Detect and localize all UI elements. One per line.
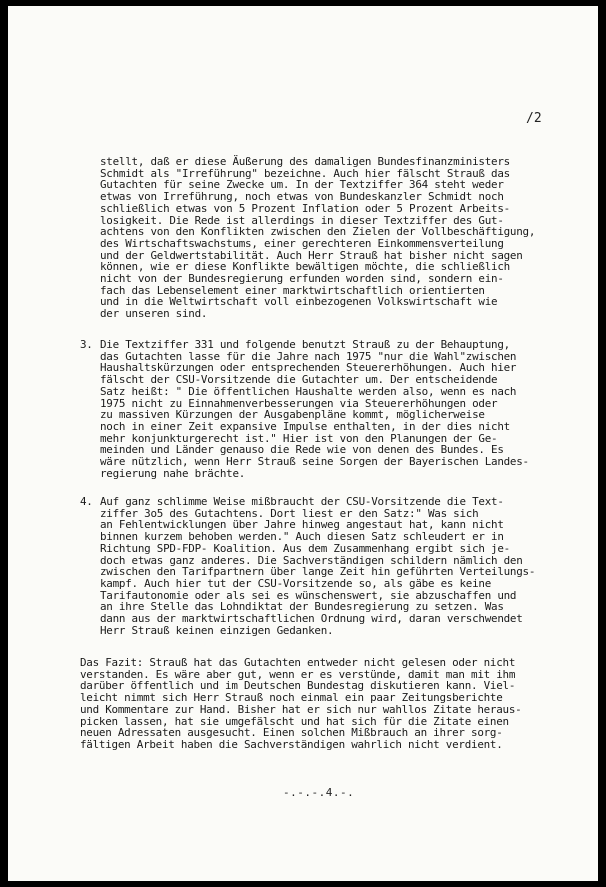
text-line: fältigen Arbeit haben die Sachverständigen wahrlich nicht verdient. xyxy=(80,737,503,751)
text-line: und der Geldwertstabilität. Auch Herr Strauß hat bisher nicht sagen xyxy=(100,248,523,262)
paragraph-3 xyxy=(80,338,570,480)
text-line: losigkeit. Die Rede ist allerdings in dieser Textziffer des Gut- xyxy=(100,213,504,227)
text-line: zwischen den Tarifpartnern über lange Zeit hin geführten Verteilungs- xyxy=(100,565,536,579)
text-line: nicht von der Bundesregierung erfunden worden sind, sondern ein- xyxy=(100,272,504,286)
text-line: ziffer 3o5 des Gutachtens. Dort liest er den Satz:" Was sich xyxy=(100,506,479,520)
text-line: neuen Adressaten ausgesucht. Einen solchen Mißbrauch an ihrer sorg- xyxy=(80,726,503,740)
text-line: der unseren sind. xyxy=(100,307,208,321)
text-line: wäre nützlich, wenn Herr Strauß seine Sorgen der Bayerischen Landes- xyxy=(100,455,529,469)
text-line: darüber öffentlich und im Deutschen Bundestag diskutieren kann. Viel- xyxy=(80,679,516,693)
text-line: an ihre Stelle das Lohndiktat der Bundesregierung zu setzen. Was xyxy=(100,600,504,614)
text-line: binnen kurzem behoben werden." Auch diesen Satz schleudert er in xyxy=(100,530,504,544)
text-line: doch etwas ganz anderes. Die Sachverständigen schildern nämlich den xyxy=(100,553,523,567)
text-line: können, wie er diese Konflikte bewältigen möchte, die schließlich xyxy=(100,260,510,274)
text-line: das Gutachten lasse für die Jahre nach 1975 "nur die Wahl"zwischen xyxy=(100,349,517,363)
text-line: Tarifautonomie oder als sei es wünschenswert, sie abzuschaffen und xyxy=(100,588,517,602)
text-line: stellt, daß er diese Äußerung des damaligen Bundesfinanzministers xyxy=(100,155,510,168)
text-line: Richtung SPD-FDP- Koalition. Aus dem Zusammenhang ergibt sich je- xyxy=(100,541,510,555)
text-line: leicht nimmt sich Herr Strauß noch einmal ein paar Zeitungsberichte xyxy=(80,691,503,705)
text-line: Gutachten für seine Zwecke um. In der Textziffer 364 steht weder xyxy=(100,178,504,192)
document-page xyxy=(8,6,598,881)
text-line: verstanden. Es wäre aber gut, wenn er es verstünde, damit man mit ihm xyxy=(80,667,516,681)
text-line: noch in einer Zeit expansive Impulse enthalten, in der dies nicht xyxy=(100,419,510,433)
text-line: fach das Lebenselement einer marktwirtschaftlich orientierten xyxy=(100,283,485,297)
text-line: und in die Weltwirtschaft voll einbezogenen Volkswirtschaft wie xyxy=(100,295,498,309)
paragraph-conclusion xyxy=(80,657,550,751)
text-line: und Kommentare zur Hand. Bisher hat er sich nur wahllos Zitate heraus- xyxy=(80,702,522,716)
text-line: Haushaltskürzungen oder entsprechenden Steuererhöhungen. Auch hier xyxy=(100,361,517,375)
text-line: Herr Strauß keinen einzigen Gedanken. xyxy=(100,623,334,637)
text-line: fälscht der CSU-Vorsitzende die Gutachter um. Der entscheidende xyxy=(100,373,498,387)
text-line: des Wirtschaftswachstums, einer gerechteren Einkommensverteilung xyxy=(100,236,504,250)
text-line: zu massiven Kürzungen der Ausgabenpläne kommt, möglicherweise xyxy=(100,408,485,422)
text-line: Die Textziffer 331 und folgende benutzt Strauß zu der Behauptung, xyxy=(100,338,510,351)
paragraph-4 xyxy=(80,495,570,637)
text-line: Das Fazit: Strauß hat das Gutachten entweder nicht gelesen oder nicht xyxy=(80,656,516,669)
paragraph-number: 4. xyxy=(80,495,93,508)
text-line: dann aus der marktwirtschaftlichen Ordnung wird, daran verschwendet xyxy=(100,612,523,626)
text-line: schließlich etwas von 5 Prozent Inflation oder 5 Prozent Arbeits- xyxy=(100,201,510,215)
text-line: meinden und Länder genauso die Rede wie von denen des Bundes. Es xyxy=(100,443,504,457)
page-footer-mark: -.-.-.4.-. xyxy=(283,786,355,799)
text-line: kampf. Auch hier tut der CSU-Vorsitzende so, als gäbe es keine xyxy=(100,576,492,590)
text-line: Schmidt als "Irreführung" bezeichne. Auch hier fälscht Strauß das xyxy=(100,166,510,180)
text-line: Satz heißt: " Die öffentlichen Haushalte werden also, wenn es nach xyxy=(100,384,517,398)
text-line: 1975 nicht zu Einnahmenverbesserungen via Steuererhöhungen oder xyxy=(100,396,498,410)
page-number: /2 xyxy=(526,111,542,126)
text-line: Auf ganz schlimme Weise mißbraucht der CSU-Vorsitzende die Text- xyxy=(100,495,504,508)
text-line: mehr konjunkturgerecht ist." Hier ist von den Planungen der Ge- xyxy=(100,431,498,445)
text-line: picken lassen, hat sie umgefälscht und hat sich für die Zitate einen xyxy=(80,714,509,728)
text-line: etwas von Irreführung, noch etwas von Bundeskanzler Schmidt noch xyxy=(100,190,504,204)
paragraph-continuation xyxy=(100,156,570,320)
text-line: regierung nahe brächte. xyxy=(100,466,246,480)
text-line: an Fehlentwicklungen über Jahre hinweg angestaut hat, kann nicht xyxy=(100,518,504,532)
paragraph-number: 3. xyxy=(80,338,93,351)
text-line: achtens von den Konflikten zwischen den Zielen der Vollbeschäftigung, xyxy=(100,225,536,239)
